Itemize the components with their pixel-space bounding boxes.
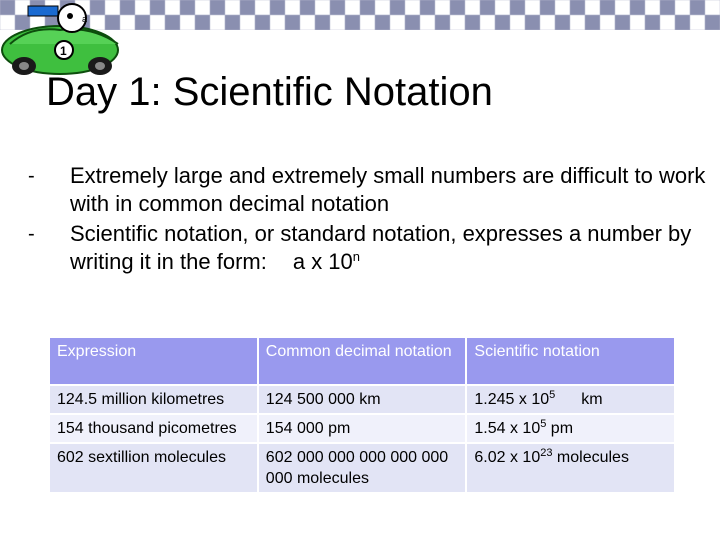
checker-square: [525, 15, 540, 30]
checker-square: [705, 15, 720, 30]
checker-square: [540, 0, 555, 15]
cell-decimal: 602 000 000 000 000 000 000 molecules: [259, 444, 466, 492]
sci-exponent: 23: [540, 447, 553, 459]
bullet-item: [28, 162, 708, 218]
sci-base: 6.02 x 10: [474, 449, 541, 466]
bullet-list: [28, 162, 708, 278]
checker-square: [480, 0, 495, 15]
table-row: [50, 415, 674, 442]
formula: [293, 249, 360, 274]
header-expression: Expression: [50, 338, 257, 384]
checker-square: [150, 15, 165, 30]
checker-square: [420, 0, 435, 15]
checker-square: [300, 15, 315, 30]
sci-unit: pm: [546, 420, 574, 437]
checker-square: [225, 15, 240, 30]
checker-square: [465, 0, 480, 15]
checker-square: [645, 0, 660, 15]
checker-square: [210, 0, 225, 15]
checker-square: [510, 15, 525, 30]
checker-square: [555, 15, 570, 30]
bullet-marker: -: [28, 165, 35, 187]
cell-expression: 124.5 million kilometres: [50, 386, 257, 413]
table-row: [50, 444, 674, 492]
car-number: 1: [60, 44, 67, 58]
checker-square: [510, 0, 525, 15]
checker-square: [660, 0, 675, 15]
checker-square: [405, 0, 420, 15]
checker-square: [585, 0, 600, 15]
checker-square: [645, 15, 660, 30]
checker-square: [525, 0, 540, 15]
checker-square: [300, 0, 315, 15]
checker-square: [315, 15, 330, 30]
checker-square: [495, 15, 510, 30]
checker-square: [180, 15, 195, 30]
checker-square: [660, 15, 675, 30]
checker-square: [285, 15, 300, 30]
checker-square: [195, 15, 210, 30]
checker-square: [465, 15, 480, 30]
checker-square: [180, 0, 195, 15]
table-row: [50, 386, 674, 413]
checker-square: [675, 0, 690, 15]
checker-square: [435, 0, 450, 15]
checker-square: [165, 0, 180, 15]
checker-square: [450, 0, 465, 15]
checker-square: [630, 15, 645, 30]
checker-square: [255, 0, 270, 15]
checker-square: [630, 0, 645, 15]
checker-square: [165, 15, 180, 30]
cell-scientific: [467, 415, 674, 442]
checker-square: [615, 15, 630, 30]
checker-square: [675, 15, 690, 30]
header-scientific: Scientific notation: [467, 338, 674, 384]
checker-square: [420, 15, 435, 30]
helmet-letter: a: [82, 14, 88, 24]
checker-square: [615, 0, 630, 15]
checker-square: [555, 0, 570, 15]
checker-square: [255, 15, 270, 30]
checker-square: [480, 15, 495, 30]
checker-square: [405, 15, 420, 30]
checker-square: [360, 15, 375, 30]
checker-square: [690, 15, 705, 30]
table-header-row: [50, 338, 674, 384]
checker-square: [330, 15, 345, 30]
checker-square: [195, 0, 210, 15]
checker-square: [315, 0, 330, 15]
checker-square: [270, 15, 285, 30]
cell-scientific: [467, 444, 674, 492]
checker-square: [690, 0, 705, 15]
checker-square: [240, 15, 255, 30]
checker-square: [570, 15, 585, 30]
checker-square: [705, 0, 720, 15]
sci-base: 1.54 x 10: [474, 420, 541, 437]
slide-title: Day 1: Scientific Notation: [46, 70, 493, 114]
checker-square: [375, 15, 390, 30]
formula-base: a x 10: [292, 249, 353, 274]
checker-square: [270, 0, 285, 15]
notation-table: [48, 336, 676, 494]
checker-square: [450, 15, 465, 30]
checker-square: [600, 15, 615, 30]
checker-square: [570, 0, 585, 15]
sci-unit: km: [581, 391, 603, 408]
header-decimal: Common decimal notation: [259, 338, 466, 384]
cell-expression: 602 sextillion molecules: [50, 444, 257, 492]
checker-square: [585, 15, 600, 30]
checker-square: [345, 0, 360, 15]
bullet-text: Scientific notation, or standard notation, expresses a number by writing it in the form:: [70, 221, 692, 274]
bullet-item: [28, 220, 708, 276]
cell-scientific: [467, 386, 674, 413]
cell-decimal: 124 500 000 km: [259, 386, 466, 413]
sci-exponent: 5: [540, 418, 547, 430]
checker-square: [330, 0, 345, 15]
checker-square: [435, 15, 450, 30]
cell-decimal: 154 000 pm: [259, 415, 466, 442]
checker-square: [150, 0, 165, 15]
checker-square: [135, 15, 150, 30]
bullet-marker: -: [28, 223, 35, 245]
bullet-text: Extremely large and extremely small numbers are difficult to work with in common decimal notation: [70, 163, 706, 216]
checker-square: [135, 0, 150, 15]
checker-square: [210, 15, 225, 30]
checker-square: [345, 15, 360, 30]
checker-square: [390, 0, 405, 15]
sci-unit: molecules: [552, 449, 629, 466]
checker-square: [390, 15, 405, 30]
checker-square: [285, 0, 300, 15]
checker-square: [540, 15, 555, 30]
sci-base: 1.245 x 10: [474, 391, 550, 408]
checker-square: [495, 0, 510, 15]
cell-expression: 154 thousand picometres: [50, 415, 257, 442]
checker-square: [375, 0, 390, 15]
checker-square: [240, 0, 255, 15]
formula-exponent: n: [352, 249, 361, 264]
checker-square: [225, 0, 240, 15]
checker-square: [360, 0, 375, 15]
sci-exponent: 5: [549, 389, 556, 401]
checker-square: [600, 0, 615, 15]
